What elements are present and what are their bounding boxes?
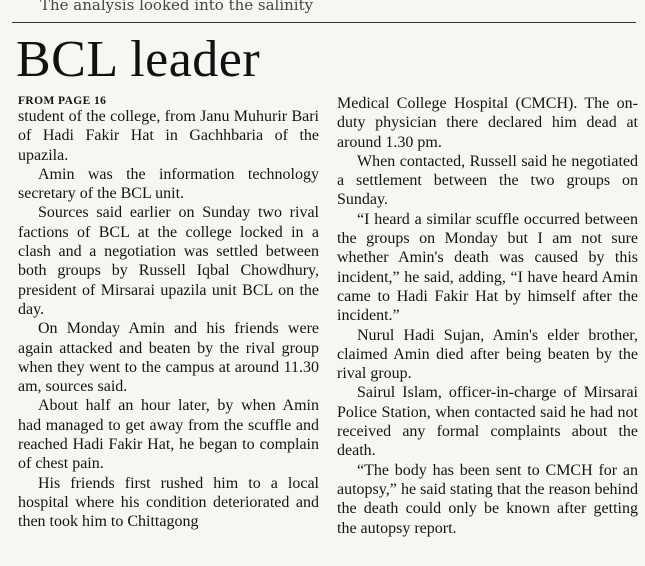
- paragraph: Sairul Islam, officer-in-charge of Mirsarai Police Station, when contacted said he had not received any formal complaints about the death.: [337, 384, 638, 460]
- paragraph: About half an hour later, by when Amin had managed to get away from the scuffle and reached Hadi Fakir Hat, he began to complain of chest pain.: [18, 397, 319, 473]
- paragraph: On Monday Amin and his friends were again attacked and beaten by the rival group when they went to the campus at around 11.30 am, sources said.: [18, 320, 319, 396]
- paragraph: Sources said earlier on Sunday two rival factions of BCL at the college locked in a clash and a negotiation was settled between both groups by Russell Iqbal Chowdhury, president of Mirsarai upazila unit BCL on the day.: [18, 204, 319, 318]
- article-column-right: [337, 94, 638, 538]
- previous-article-snippet: The analysis looked into the salinity: [40, 0, 314, 14]
- paragraph: When contacted, Russell said he negotiated a settlement between the two groups on Sunday.: [337, 152, 638, 209]
- article-body: [18, 94, 638, 538]
- article-headline: BCL leader: [16, 31, 261, 88]
- paragraph: “The body has been sent to CMCH for an autopsy,” he said stating that the reason behind the death could only be known after getting the autopsy report.: [337, 461, 638, 537]
- continuation-label: FROM PAGE 16: [18, 95, 107, 107]
- article-column-left: [18, 94, 319, 538]
- paragraph: Nurul Hadi Sujan, Amin's elder brother, claimed Amin died after being beaten by the rival group.: [337, 326, 638, 383]
- paragraph: Amin was the information technology secretary of the BCL unit.: [18, 165, 319, 203]
- section-divider: [12, 22, 636, 23]
- paragraph: “I heard a similar scuffle occurred between the groups on Monday but I am not sure whether Amin's death was caused by this incident,” he said, adding, “I have heard Amin came to Hadi Fakir Hat by himself after the incident.”: [337, 210, 638, 325]
- paragraph: His friends first rushed him to a local hospital where his condition deteriorated and then took him to Chittagong: [18, 474, 319, 531]
- paragraph: Medical College Hospital (CMCH). The on-duty physician there declared him dead at around 1.30 pm.: [337, 95, 638, 151]
- paragraph: student of the college, from Janu Muhurir Bari of Hadi Fakir Hat in Gachhbaria of the upazila.: [18, 108, 319, 164]
